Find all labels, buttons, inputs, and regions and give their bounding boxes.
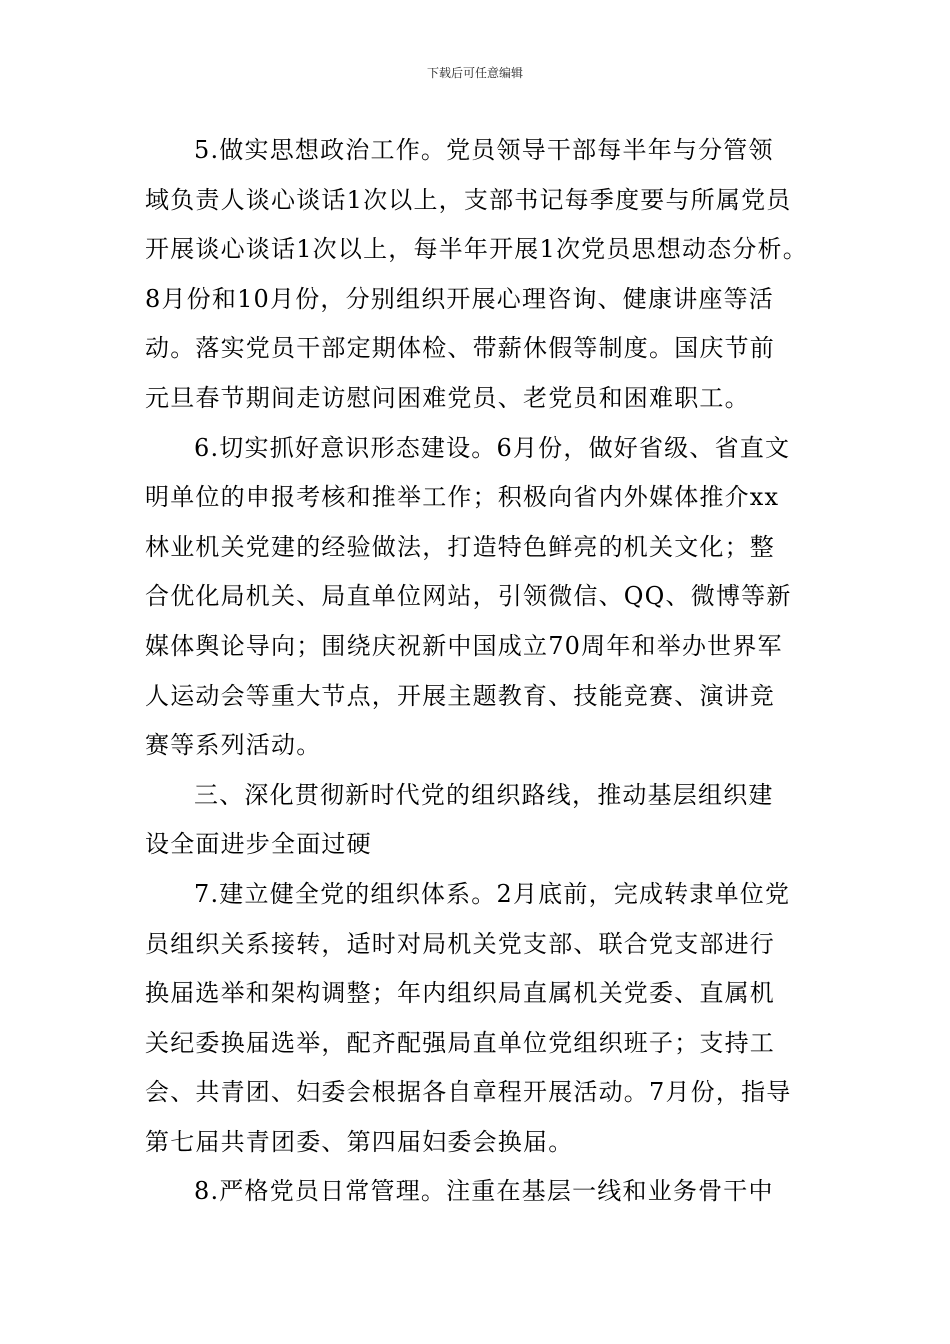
text-line: 合优化局机关、局直单位网站，引领微信、QQ、微博等新 bbox=[145, 582, 792, 611]
text-line: 三、深化贯彻新时代党的组织路线，推动基层组织建 bbox=[194, 780, 774, 809]
text-line: 开展谈心谈话1次以上，每半年开展1次党员思想动态分析。 bbox=[145, 235, 808, 264]
text-line: 会、共青团、妇委会根据各自章程开展活动。7月份，指导 bbox=[145, 1078, 792, 1107]
text-line: 元旦春节期间走访慰问困难党员、老党员和困难职工。 bbox=[145, 383, 750, 412]
text-line: 7.建立健全党的组织体系。2月底前，完成转隶单位党 bbox=[194, 879, 791, 908]
paragraph-7 bbox=[145, 870, 815, 1168]
text-line: 媒体舆论导向；围绕庆祝新中国成立70周年和举办世界军 bbox=[145, 631, 783, 660]
text-line: 5.做实思想政治工作。党员领导干部每半年与分管领 bbox=[194, 136, 774, 164]
text-line: 明单位的申报考核和推举工作；积极向省内外媒体推介xx bbox=[145, 483, 780, 512]
paragraph-8 bbox=[145, 1167, 815, 1217]
text-line: 动。落实党员干部定期体检、带薪休假等制度。国庆节前 bbox=[145, 334, 775, 363]
text-line: 8月份和10月份，分别组织开展心理咨询、健康讲座等活 bbox=[145, 284, 775, 313]
text-line: 人运动会等重大节点，开展主题教育、技能竞赛、演讲竞 bbox=[145, 681, 775, 710]
text-line: 换届选举和架构调整；年内组织局直属机关党委、直属机 bbox=[145, 979, 775, 1008]
paragraph-5 bbox=[145, 126, 815, 424]
text-line: 赛等系列活动。 bbox=[145, 731, 322, 760]
text-line: 第七届共青团委、第四届妇委会换届。 bbox=[145, 1127, 574, 1156]
paragraph-6 bbox=[145, 424, 815, 771]
text-line: 8.严格党员日常管理。注重在基层一线和业务骨干中 bbox=[194, 1177, 774, 1206]
text-line: 员组织关系接转，适时对局机关党支部、联合党支部进行 bbox=[145, 929, 775, 958]
document-body bbox=[145, 126, 815, 1217]
section-heading-3 bbox=[145, 771, 815, 870]
page-header-note: 下载后可任意编辑 bbox=[426, 66, 523, 80]
text-line: 域负责人谈心谈话1次以上，支部书记每季度要与所属党员 bbox=[145, 185, 792, 214]
text-line: 林业机关党建的经验做法，打造特色鲜亮的机关文化；整 bbox=[145, 532, 775, 561]
text-line: 设全面进步全面过硬 bbox=[145, 830, 372, 859]
text-line: 6.切实抓好意识形态建设。6月份，做好省级、省直文 bbox=[194, 433, 791, 462]
text-line: 关纪委换届选举，配齐配强局直单位党组织班子；支持工 bbox=[145, 1028, 775, 1057]
